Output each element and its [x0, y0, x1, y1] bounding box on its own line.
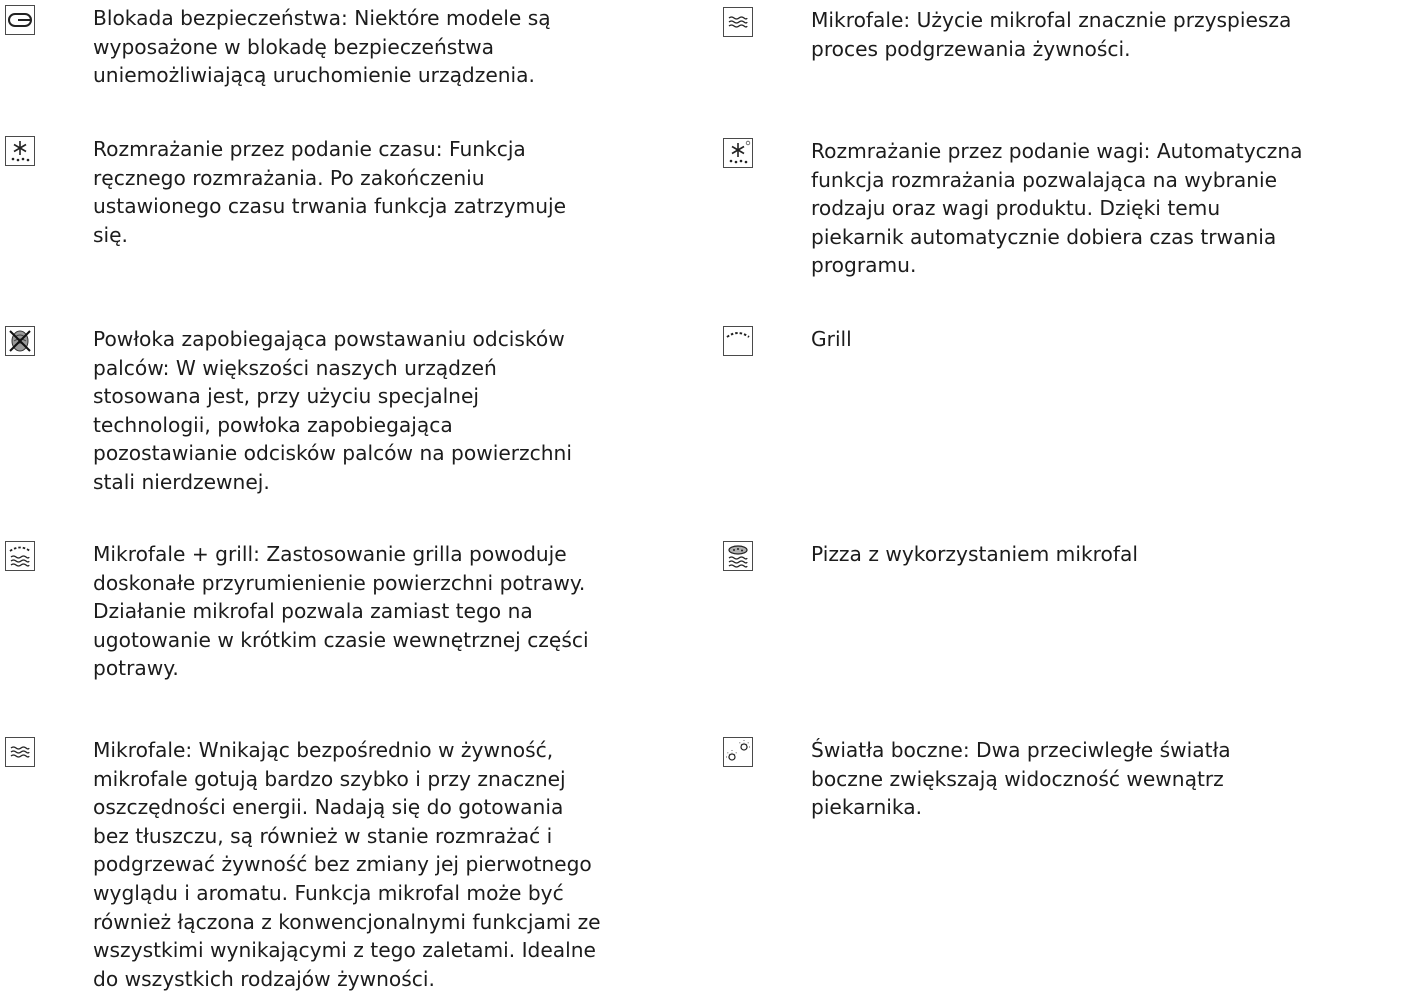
feature-defrost-by-time-text: Rozmrażanie przez podanie czasu: Funkcja ręcznego rozmrażania. Po zakończeniu ustawionego czasu trwania funkcja zatrzymuje się.: [93, 137, 567, 247]
microwave-icon: [5, 737, 35, 767]
defrost-by-weight-icon: [723, 138, 753, 168]
defrost-by-time-icon: [5, 136, 35, 166]
feature-anti-fingerprint-text: Powłoka zapobiegająca powstawaniu odcisków palców: W większości naszych urządzeń stosowana jest, przy użyciu specjalnej technologii, powłoka zapobiegająca pozostawianie odcisków palców na powierzchni stali nierdzewnej.: [93, 327, 572, 494]
feature-microwave-right-text: Mikrofale: Użycie mikrofal znacznie przyspiesza proces podgrzewania żywności.: [811, 8, 1292, 61]
microwave-pizza-icon: [723, 541, 753, 571]
microwave-grill-icon: [5, 541, 35, 571]
feature-safety-lock-text: Blokada bezpieczeństwa: Niektóre modele są wyposażone w blokadę bezpieczeństwa uniemożliwiającą uruchomienie urządzenia.: [93, 6, 551, 88]
anti-fingerprint-icon: [5, 326, 35, 356]
feature-grill-text: Grill: [811, 327, 852, 351]
feature-side-lights-text: Światła boczne: Dwa przeciwległe światła boczne zwiększają widoczność wewnątrz piekarnika.: [811, 738, 1231, 820]
feature-microwave-grill-text: Mikrofale + grill: Zastosowanie grilla powoduje doskonałe przyrumienienie powierzchni potrawy. Działanie mikrofal pozwala zamiast tego na ugotowanie w krótkim czasie wewnętrznej części potrawy.: [93, 542, 589, 681]
safety-lock-icon: [5, 5, 35, 35]
grill-icon: [723, 326, 753, 356]
side-lights-icon: [723, 737, 753, 767]
microwave-icon: [723, 7, 753, 37]
feature-defrost-by-weight-text: Rozmrażanie przez podanie wagi: Automatyczna funkcja rozmrażania pozwalająca na wybranie rodzaju oraz wagi produktu. Dzięki temu piekarnik automatycznie dobiera czas trwania programu.: [811, 139, 1303, 278]
feature-microwave-pizza-text: Pizza z wykorzystaniem mikrofal: [811, 542, 1138, 566]
feature-microwave-left-text: Mikrofale: Wnikając bezpośrednio w żywność, mikrofale gotują bardzo szybko i przy znacznej oszczędności energii. Nadają się do gotowania bez tłuszczu, są również w stanie rozmrażać i podgrzewać żywność bez zmiany jej pierwotnego wyglądu i aromatu. Funkcja mikrofal może być również łączona z konwencjonalnymi funkcjami ze wszystkimi wynikającymi z tego zaletami. Idealne do wszystkich rodzajów żywności.: [93, 738, 601, 991]
